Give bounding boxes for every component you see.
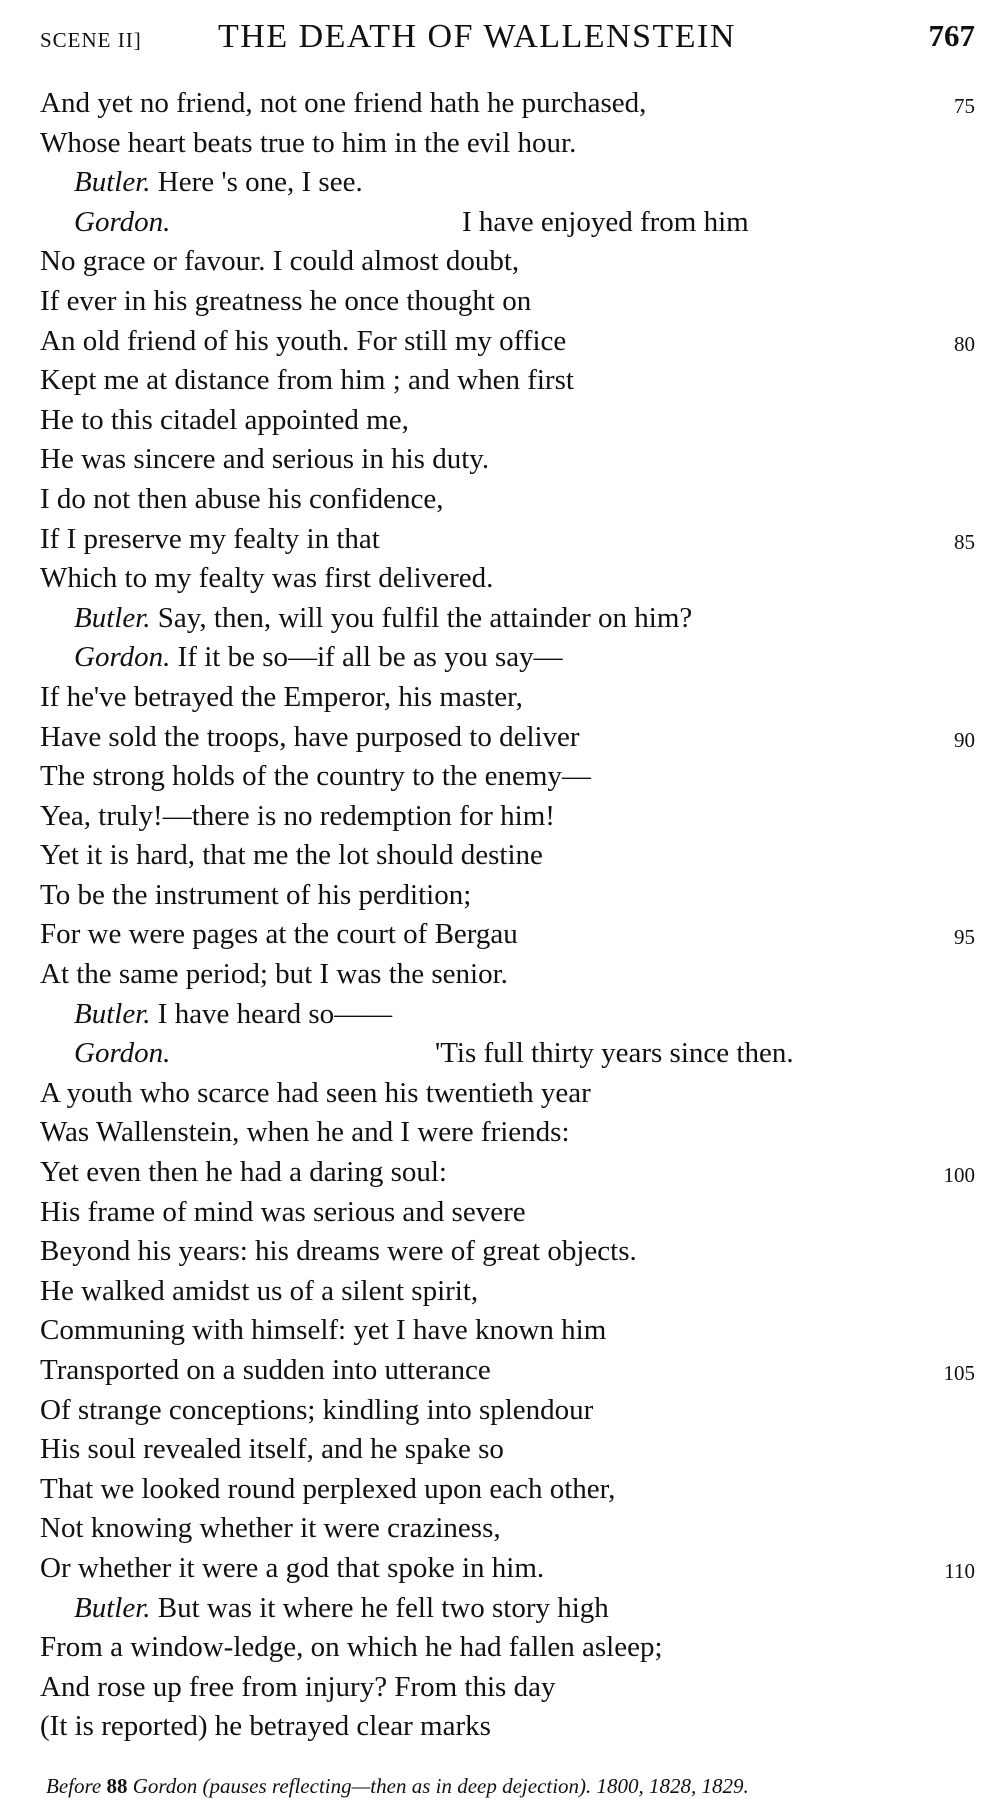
- verse-line-text: That we looked round perplexed upon each other,: [40, 1472, 616, 1505]
- verse-line-text: [74, 1589, 609, 1629]
- verse-line-text: Kept me at distance from him ; and when first: [40, 364, 574, 397]
- verse-line-text: From a window-ledge, on which he had fallen asleep;: [40, 1631, 663, 1664]
- verse-line-text: If he've betrayed the Emperor, his master,: [40, 680, 523, 713]
- speaker-name: Butler.: [74, 1591, 151, 1624]
- verse-line-text: The strong holds of the country to the enemy—: [40, 760, 591, 793]
- verse-line-text: He to this citadel appointed me,: [40, 403, 409, 436]
- verse-line-text: [74, 203, 170, 243]
- footnote-prefix: Before: [46, 1774, 102, 1798]
- line-number: 90: [954, 727, 975, 752]
- speech-text: But was it where he fell two story high: [157, 1591, 609, 1624]
- verse-line: [40, 1311, 975, 1351]
- verse-line-text: Transported on a sudden into utterance: [40, 1354, 491, 1386]
- line-number: 105: [943, 1361, 975, 1385]
- scene-marker: SCENE II]: [40, 28, 142, 52]
- verse-line-text: [74, 995, 392, 1035]
- verse-line-text: No grace or favour. I could almost doubt,: [40, 245, 520, 278]
- speaker-name: Butler.: [74, 997, 151, 1030]
- speaker-name: Butler.: [74, 166, 151, 199]
- verse-line-text: Yet even then he had a daring soul:: [40, 1156, 447, 1189]
- verse-line: [40, 718, 975, 758]
- verse-line: [40, 1668, 975, 1708]
- line-number: 85: [954, 529, 975, 554]
- verse-line-text: An old friend of his youth. For still my office: [40, 324, 567, 357]
- verse-line: [40, 678, 975, 718]
- verse-line-text: Of strange conceptions; kindling into splendour: [40, 1393, 594, 1426]
- verse-line: [40, 797, 975, 837]
- verse-line: [40, 1707, 975, 1747]
- verse-line: [40, 322, 975, 362]
- verse-line: [40, 1509, 975, 1549]
- footnote: [46, 1774, 976, 1799]
- verse-line: [40, 520, 975, 560]
- verse-line: [40, 1549, 975, 1589]
- verse-line: [40, 1589, 975, 1629]
- verse-line-text: (It is reported) he betrayed clear marks: [40, 1710, 491, 1743]
- verse-line: [40, 559, 975, 599]
- line-number: 110: [944, 1558, 975, 1583]
- verse-line: [40, 480, 975, 520]
- verse-line: [40, 1272, 975, 1312]
- verse-line-text: Not knowing whether it were craziness,: [40, 1512, 501, 1545]
- verse-line: [40, 401, 975, 441]
- verse-line: [40, 163, 975, 203]
- verse-line: [40, 440, 975, 480]
- verse-line: [40, 84, 975, 124]
- speech-text: If it be so—if all be as you say—: [177, 641, 563, 674]
- speech-continuation: 'Tis full thirty years since then.: [435, 1037, 794, 1070]
- verse-line: [40, 124, 975, 164]
- line-number: 95: [954, 925, 975, 950]
- verse-line: [40, 876, 975, 916]
- verse-line: [40, 995, 975, 1035]
- verse-line: [40, 757, 975, 797]
- verse-line-text: Beyond his years: his dreams were of great objects.: [40, 1235, 637, 1268]
- speaker-name: Gordon.: [74, 205, 171, 238]
- verse-line-text: [74, 599, 692, 639]
- verse-line-text: Have sold the troops, have purposed to deliver: [40, 720, 580, 753]
- verse-line: [40, 1470, 975, 1510]
- verse-line: [40, 1628, 975, 1668]
- line-number: 75: [954, 94, 975, 118]
- verse-line-text: He was sincere and serious in his duty.: [40, 443, 490, 476]
- verse-line-text: And rose up free from injury? From this day: [40, 1670, 556, 1703]
- verse-line-text: For we were pages at the court of Bergau: [40, 918, 518, 951]
- verse-line-text: [74, 638, 563, 678]
- verse-line-text: Which to my fealty was first delivered.: [40, 562, 494, 595]
- verse-line-text: I do not then abuse his confidence,: [40, 482, 444, 515]
- verse-line: [40, 242, 975, 282]
- verse-line-text: [74, 1034, 170, 1074]
- verse-line-text: To be the instrument of his perdition;: [40, 878, 472, 911]
- line-number: 80: [954, 331, 975, 356]
- speech-continuation: I have enjoyed from him: [462, 205, 749, 238]
- verse-line-text: Was Wallenstein, when he and I were friends:: [40, 1116, 570, 1149]
- verse-line-text: His frame of mind was serious and severe: [40, 1195, 526, 1228]
- verse-line: [40, 1391, 975, 1431]
- verse-line: [40, 203, 975, 243]
- verse-line: [40, 1153, 975, 1193]
- verse-line: [40, 599, 975, 639]
- verse-line-text: He walked amidst us of a silent spirit,: [40, 1274, 479, 1307]
- verse-line: [40, 955, 975, 995]
- verse-line-text: His soul revealed itself, and he spake so: [40, 1433, 504, 1466]
- verse-line-text: Yea, truly!—there is no redemption for him!: [40, 799, 555, 832]
- verse-line-text: A youth who scarce had seen his twentieth year: [40, 1076, 591, 1109]
- verse-line: [40, 1351, 975, 1391]
- verse-body: [40, 84, 975, 1747]
- speech-text: Here 's one, I see.: [157, 166, 363, 199]
- verse-line: [40, 1034, 975, 1074]
- verse-line: [40, 1232, 975, 1272]
- verse-line-text: At the same period; but I was the senior.: [40, 958, 508, 991]
- line-number: 100: [943, 1163, 975, 1188]
- verse-line: [40, 638, 975, 678]
- verse-line: [40, 1193, 975, 1233]
- verse-line: [40, 282, 975, 322]
- verse-line: [40, 1074, 975, 1114]
- verse-line-text: Communing with himself: yet I have known him: [40, 1314, 607, 1347]
- speaker-name: Butler.: [74, 601, 151, 634]
- running-header: [40, 18, 975, 62]
- speech-text: I have heard so——: [157, 997, 393, 1030]
- verse-line: [40, 1113, 975, 1153]
- verse-line-text: Yet it is hard, that me the lot should destine: [40, 839, 543, 872]
- running-title: THE DEATH OF WALLENSTEIN: [218, 18, 736, 55]
- verse-line: [40, 915, 975, 955]
- speaker-name: Gordon.: [74, 1037, 171, 1070]
- footnote-text: Gordon (pauses reflecting—then as in deep dejection). 1800, 1828, 1829.: [132, 1774, 749, 1798]
- verse-line-text: [74, 163, 363, 203]
- verse-line: [40, 836, 975, 876]
- footnote-line-ref: 88: [106, 1774, 128, 1798]
- page-number: 767: [928, 18, 975, 53]
- verse-line-text: Whose heart beats true to him in the evil hour.: [40, 126, 577, 159]
- verse-line-text: And yet no friend, not one friend hath he purchased,: [40, 87, 647, 119]
- verse-line-text: Or whether it were a god that spoke in him.: [40, 1551, 545, 1584]
- speech-text: Say, then, will you fulfil the attainder on him?: [157, 601, 693, 634]
- verse-line: [40, 361, 975, 401]
- verse-line-text: If ever in his greatness he once thought on: [40, 284, 532, 317]
- speaker-name: Gordon.: [74, 641, 171, 674]
- verse-line: [40, 1430, 975, 1470]
- verse-line-text: If I preserve my fealty in that: [40, 522, 380, 555]
